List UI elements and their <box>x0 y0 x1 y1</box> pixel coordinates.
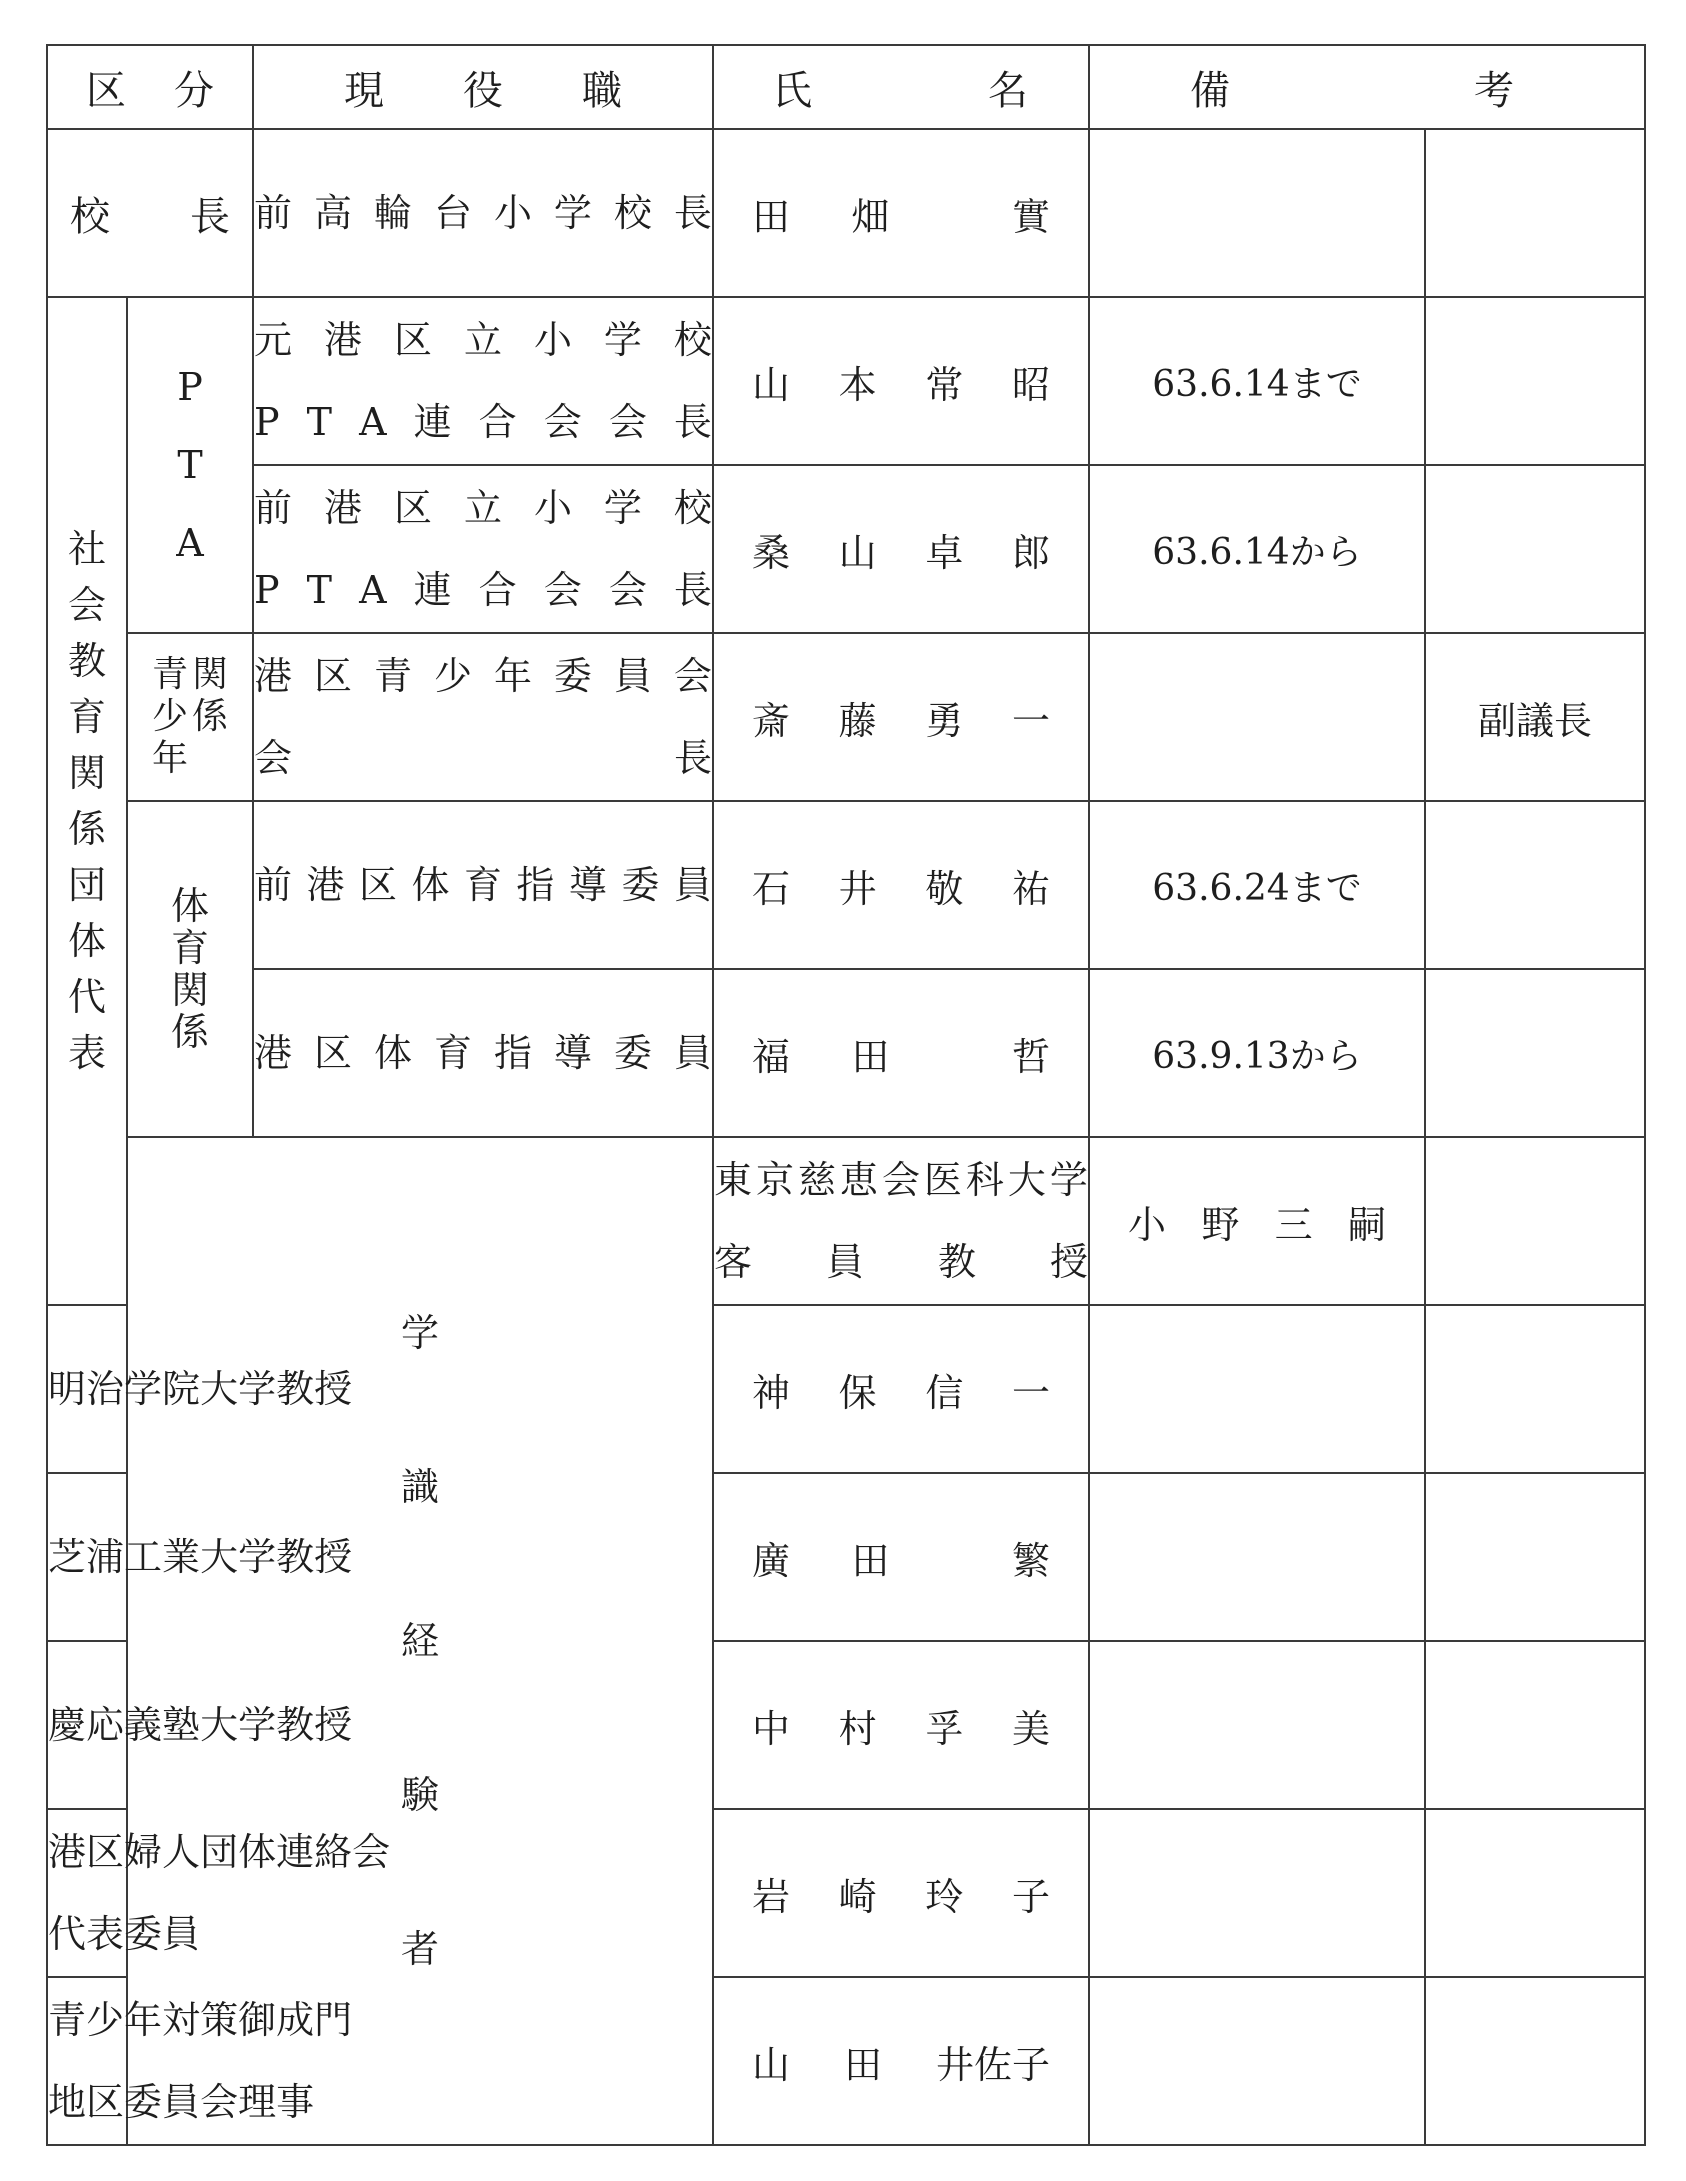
youth-label-char: 係 <box>191 696 228 737</box>
table-row <box>47 633 1645 801</box>
position-char: 教 <box>276 1535 315 1579</box>
position-char: 員 <box>825 1240 864 1284</box>
position-char: P <box>254 568 280 612</box>
name-cell <box>713 465 1089 633</box>
remarks-cell <box>1089 1809 1425 1977</box>
name-char: 福 <box>752 1034 791 1079</box>
table-row <box>47 969 1645 1137</box>
principal-label-char: 校 <box>70 193 110 240</box>
position-char: 授 <box>314 1703 353 1747</box>
name-char: 保 <box>838 1370 877 1415</box>
sports-label-cell <box>127 801 253 1137</box>
position-cell <box>253 465 713 633</box>
principal-category-cell <box>47 129 253 297</box>
position-char: 会 <box>200 2080 239 2124</box>
position-cell <box>47 1809 391 1977</box>
name-cell <box>713 129 1089 297</box>
position-char: 年 <box>124 1998 163 2042</box>
name-char: 美 <box>1011 1706 1050 1751</box>
social-label-char: 表 <box>67 1031 106 1075</box>
name-char: 田 <box>851 1538 890 1583</box>
position-line <box>48 1684 353 1766</box>
position-char: 校 <box>613 191 652 235</box>
name-cell <box>713 1473 1089 1641</box>
position-char: 会 <box>543 568 582 612</box>
name-char: 信 <box>925 1370 964 1415</box>
sports-label-char: 育 <box>170 926 209 970</box>
social-label-char: 社 <box>67 527 106 571</box>
position-line <box>254 381 712 463</box>
position-line <box>48 1893 201 1975</box>
remarks-cell <box>1089 1977 1425 2145</box>
position-char: 前 <box>254 863 293 907</box>
position-char: 芝 <box>48 1535 87 1579</box>
position-cell <box>253 297 713 465</box>
position-char: 京 <box>755 1158 794 1202</box>
position-line <box>254 844 712 926</box>
position-char: 合 <box>478 568 517 612</box>
role-cell <box>1425 1305 1645 1473</box>
position-line <box>48 1811 391 1893</box>
position-char: 事 <box>276 2080 315 2124</box>
position-char: 委 <box>553 654 592 698</box>
social-label-char: 代 <box>67 975 106 1019</box>
name-cell <box>713 1641 1089 1809</box>
principal-label-char: 長 <box>190 193 230 240</box>
position-char: 青 <box>373 654 412 698</box>
table-row <box>47 465 1645 633</box>
table-row <box>47 801 1645 969</box>
name-char: 畑 <box>851 194 890 239</box>
sports-label-char: 体 <box>170 884 209 928</box>
position-char: 教 <box>937 1240 976 1284</box>
position-char: 区 <box>393 318 432 362</box>
position-line <box>254 467 712 549</box>
position-char: 小 <box>533 318 572 362</box>
position-char: 人 <box>162 1830 201 1874</box>
position-char: 策 <box>200 1998 239 2042</box>
position-char: 恵 <box>839 1158 878 1202</box>
social-label-char: 団 <box>67 863 106 907</box>
position-char: 校 <box>673 486 712 530</box>
position-char: 区 <box>358 863 397 907</box>
position-char: 団 <box>200 1830 239 1874</box>
position-char: 授 <box>1049 1240 1088 1284</box>
position-char: 員 <box>673 863 712 907</box>
position-char: 義 <box>124 1703 163 1747</box>
social-label-char: 育 <box>67 695 106 739</box>
role-cell <box>1425 801 1645 969</box>
name-char: 藤 <box>838 698 877 743</box>
position-char: 学 <box>603 486 642 530</box>
name-char: 岩 <box>752 1874 791 1919</box>
name-char: 一 <box>1011 1370 1050 1415</box>
position-char: 会 <box>608 568 647 612</box>
position-char: 明 <box>48 1367 87 1411</box>
remarks-cell: 63.6.14から <box>1089 465 1425 633</box>
header-position-char: 役 <box>463 67 503 114</box>
position-char: 東 <box>714 1158 753 1202</box>
pta-label-char: P <box>177 365 203 409</box>
position-cell <box>713 1137 1089 1305</box>
remarks-cell: 63.9.13から <box>1089 969 1425 1137</box>
position-line <box>254 1012 712 1094</box>
table-row <box>47 1977 1645 2145</box>
social-label-char: 会 <box>67 583 106 627</box>
social-label-char: 体 <box>67 919 106 963</box>
position-char: 塾 <box>162 1703 201 1747</box>
position-char: 合 <box>478 400 517 444</box>
name-cell <box>713 1305 1089 1473</box>
position-char: T <box>306 400 332 444</box>
name-cell <box>713 801 1089 969</box>
name-char: 勇 <box>925 698 964 743</box>
name-cell <box>713 1977 1089 2145</box>
name-char: 實 <box>1011 194 1050 239</box>
name-char: 神 <box>752 1370 791 1415</box>
position-char: 長 <box>673 568 712 612</box>
remarks-cell <box>1089 633 1425 801</box>
position-char: 高 <box>313 191 352 235</box>
youth-label-char: 少 <box>151 696 188 737</box>
position-char: 会 <box>254 736 293 780</box>
social-label-char: 教 <box>67 639 106 683</box>
name-char: 玲 <box>925 1874 964 1919</box>
position-char: 教 <box>276 1703 315 1747</box>
position-char: 工 <box>124 1535 163 1579</box>
position-char: 港 <box>254 1031 293 1075</box>
name-char: 斎 <box>752 698 791 743</box>
academic-label-char: 学 <box>400 1311 439 1355</box>
position-char: 浦 <box>86 1535 125 1579</box>
name-cell <box>713 633 1089 801</box>
position-char: 区 <box>313 654 352 698</box>
position-char: 連 <box>413 400 452 444</box>
name-cell <box>713 297 1089 465</box>
role-cell <box>1425 1809 1645 1977</box>
position-char: 体 <box>373 1031 412 1075</box>
position-char: 員 <box>673 1031 712 1075</box>
position-char: 区 <box>86 2080 125 2124</box>
position-char: 学 <box>124 1367 163 1411</box>
name-char: 祐 <box>1011 866 1050 911</box>
pta-label-char: A <box>176 521 204 565</box>
name-char: 田 <box>851 1034 890 1079</box>
position-char: 年 <box>493 654 532 698</box>
academic-label-char: 験 <box>400 1773 439 1817</box>
position-char: 大 <box>1007 1158 1046 1202</box>
name-char: 卓 <box>925 530 964 575</box>
position-cell <box>47 1977 353 2145</box>
position-char: 連 <box>276 1830 315 1874</box>
position-cell <box>253 129 713 297</box>
committee-roster-table <box>46 44 1646 2146</box>
position-line <box>254 299 712 381</box>
role-cell <box>1425 297 1645 465</box>
role-cell <box>1425 129 1645 297</box>
position-cell <box>47 1641 353 1809</box>
table-row <box>47 129 1645 297</box>
remarks-cell: 63.6.24まで <box>1089 801 1425 969</box>
table-row <box>47 297 1645 465</box>
remarks-cell: 63.6.14まで <box>1089 297 1425 465</box>
name-char: 中 <box>752 1706 791 1751</box>
position-char: 委 <box>621 863 660 907</box>
name-char: 嗣 <box>1347 1202 1386 1247</box>
position-char: 委 <box>124 1912 163 1956</box>
name-char: 田 <box>843 2042 882 2087</box>
position-char: 大 <box>200 1703 239 1747</box>
position-char: 教 <box>276 1367 315 1411</box>
position-line <box>48 1348 353 1430</box>
position-char: 体 <box>238 1830 277 1874</box>
name-cell <box>713 969 1089 1137</box>
name-char: 崎 <box>838 1874 877 1919</box>
position-char: 代 <box>48 1912 87 1956</box>
position-char: 御 <box>238 1998 277 2042</box>
position-char: 対 <box>162 1998 201 2042</box>
name-char: 繁 <box>1011 1538 1050 1583</box>
social-label-char: 関 <box>67 751 106 795</box>
role-cell <box>1425 969 1645 1137</box>
role-cell <box>1425 465 1645 633</box>
position-line <box>714 1139 1088 1221</box>
name-char: 村 <box>838 1706 877 1751</box>
social-label-char: 係 <box>67 807 106 851</box>
role-cell <box>1425 1473 1645 1641</box>
position-char: 長 <box>673 191 712 235</box>
position-char: 員 <box>162 2080 201 2124</box>
position-char: 員 <box>162 1912 201 1956</box>
position-char: 慶 <box>48 1703 87 1747</box>
position-char: 理 <box>238 2080 277 2124</box>
position-char: 青 <box>48 1998 87 2042</box>
header-category <box>47 45 253 129</box>
position-char: 港 <box>48 1830 87 1874</box>
sports-label-char: 関 <box>170 968 209 1012</box>
name-char: 三 <box>1274 1202 1313 1247</box>
position-char: 治 <box>86 1367 125 1411</box>
table-row <box>47 1137 1645 1305</box>
remarks-cell <box>1089 1473 1425 1641</box>
name-char: 子 <box>1011 1874 1050 1919</box>
name-char: 一 <box>1011 698 1050 743</box>
position-char: 会 <box>673 654 712 698</box>
position-char: 絡 <box>314 1830 353 1874</box>
position-char: 港 <box>254 654 293 698</box>
header-row <box>47 45 1645 129</box>
youth-label-cell <box>127 633 253 801</box>
name-char: 井 <box>838 866 877 911</box>
name-char: 井佐子 <box>935 2042 1050 2087</box>
position-char: 導 <box>553 1031 592 1075</box>
name-char: 石 <box>752 866 791 911</box>
remarks-cell <box>1089 1305 1425 1473</box>
name-char: 昭 <box>1011 362 1050 407</box>
position-char: 導 <box>568 863 607 907</box>
header-category-char: 区 <box>86 67 126 114</box>
position-char: 委 <box>613 1031 652 1075</box>
position-cell <box>47 1305 353 1473</box>
name-char: 郎 <box>1011 530 1050 575</box>
position-char: 地 <box>48 2080 87 2124</box>
name-char: 野 <box>1201 1202 1240 1247</box>
position-char: P <box>254 400 280 444</box>
header-name-char: 氏 <box>772 67 812 114</box>
position-char: 員 <box>613 654 652 698</box>
header-category-char: 分 <box>174 67 214 114</box>
role-cell <box>1425 1977 1645 2145</box>
position-char: 育 <box>433 1031 472 1075</box>
position-line <box>714 1221 1088 1303</box>
position-char: 応 <box>86 1703 125 1747</box>
position-char: 大 <box>200 1535 239 1579</box>
position-char: 表 <box>86 1912 125 1956</box>
header-position <box>253 45 713 129</box>
position-char: A <box>359 568 387 612</box>
name-char: 廣 <box>752 1538 791 1583</box>
position-char: 立 <box>463 486 502 530</box>
position-line <box>48 1979 353 2061</box>
name-char: 敬 <box>925 866 964 911</box>
position-char: 学 <box>238 1535 277 1579</box>
position-char: 前 <box>254 191 293 235</box>
name-char: 孚 <box>925 1706 964 1751</box>
name-char: 山 <box>752 2042 791 2087</box>
pta-label-cell <box>127 297 253 633</box>
position-char: 前 <box>254 486 293 530</box>
position-cell <box>253 801 713 969</box>
position-char: 学 <box>238 1703 277 1747</box>
academic-label-char: 識 <box>400 1465 439 1509</box>
position-cell <box>253 969 713 1137</box>
position-char: 元 <box>254 318 293 362</box>
position-char: 客 <box>714 1240 753 1284</box>
position-line <box>48 2061 315 2143</box>
position-char: 業 <box>162 1535 201 1579</box>
remarks-cell <box>1089 1641 1425 1809</box>
remarks-cell <box>1425 1137 1645 1305</box>
header-position-char: 職 <box>582 67 622 114</box>
position-char: 連 <box>413 568 452 612</box>
position-char: 学 <box>1049 1158 1088 1202</box>
header-remarks <box>1089 45 1645 129</box>
position-char: 区 <box>86 1830 125 1874</box>
position-char: 育 <box>463 863 502 907</box>
youth-label-char: 年 <box>151 738 188 779</box>
position-char: 慈 <box>797 1158 836 1202</box>
position-char: 長 <box>673 400 712 444</box>
position-line <box>254 549 712 631</box>
pta-label-char: T <box>177 443 203 487</box>
name-cell <box>713 1809 1089 1977</box>
position-char: 港 <box>323 318 362 362</box>
name-char: 本 <box>838 362 877 407</box>
position-char: T <box>306 568 332 612</box>
name-char: 小 <box>1128 1202 1167 1247</box>
social-group-label-cell <box>47 297 127 1305</box>
position-char: 医 <box>923 1158 962 1202</box>
position-char: 小 <box>533 486 572 530</box>
youth-label-char <box>191 740 229 778</box>
header-name <box>713 45 1089 129</box>
header-remarks-char: 備 <box>1190 67 1230 114</box>
position-cell <box>47 1473 353 1641</box>
position-char: 指 <box>516 863 555 907</box>
position-char: 授 <box>314 1367 353 1411</box>
youth-label-char: 関 <box>191 654 228 695</box>
position-char: 港 <box>306 863 345 907</box>
position-char: 委 <box>124 2080 163 2124</box>
position-line <box>254 717 712 799</box>
header-remarks-char: 考 <box>1474 67 1514 114</box>
name-char: 常 <box>925 362 964 407</box>
position-char: 授 <box>314 1535 353 1579</box>
position-char: 長 <box>673 736 712 780</box>
name-char: 哲 <box>1011 1034 1050 1079</box>
position-char: 小 <box>493 191 532 235</box>
position-char: A <box>359 400 387 444</box>
position-char: 校 <box>673 318 712 362</box>
position-char: 少 <box>86 1998 125 2042</box>
name-char: 山 <box>752 362 791 407</box>
position-char: 会 <box>543 400 582 444</box>
position-char: 港 <box>323 486 362 530</box>
position-char: 大 <box>200 1367 239 1411</box>
name-char: 田 <box>752 194 791 239</box>
position-char: 学 <box>603 318 642 362</box>
name-cell <box>1089 1137 1425 1305</box>
position-char: 門 <box>314 1998 353 2042</box>
position-char: 学 <box>238 1367 277 1411</box>
position-char: 成 <box>276 1998 315 2042</box>
position-char: 立 <box>463 318 502 362</box>
position-char: 会 <box>352 1830 391 1874</box>
position-char: 体 <box>411 863 450 907</box>
academic-label-char: 者 <box>400 1927 439 1971</box>
position-char: 少 <box>433 654 472 698</box>
role-cell <box>1425 1641 1645 1809</box>
header-name-char: 名 <box>988 67 1028 114</box>
role-cell: 副議長 <box>1425 633 1645 801</box>
position-line <box>254 635 712 717</box>
name-char: 山 <box>838 530 877 575</box>
position-char: 学 <box>553 191 592 235</box>
position-line <box>48 1516 353 1598</box>
header-position-char: 現 <box>344 67 384 114</box>
position-char: 会 <box>608 400 647 444</box>
position-char: 院 <box>162 1367 201 1411</box>
remarks-cell <box>1089 129 1425 297</box>
position-char: 輪 <box>373 191 412 235</box>
position-char: 会 <box>881 1158 920 1202</box>
youth-label-char: 青 <box>151 654 188 695</box>
sports-label-char: 係 <box>170 1010 209 1054</box>
position-char: 区 <box>313 1031 352 1075</box>
name-char: 桑 <box>752 530 791 575</box>
position-char: 科 <box>965 1158 1004 1202</box>
position-char: 台 <box>433 191 472 235</box>
position-char: 区 <box>393 486 432 530</box>
position-line <box>254 172 712 254</box>
position-cell <box>253 633 713 801</box>
position-char: 婦 <box>124 1830 163 1874</box>
position-char: 指 <box>493 1031 532 1075</box>
academic-label-char: 経 <box>400 1619 439 1663</box>
